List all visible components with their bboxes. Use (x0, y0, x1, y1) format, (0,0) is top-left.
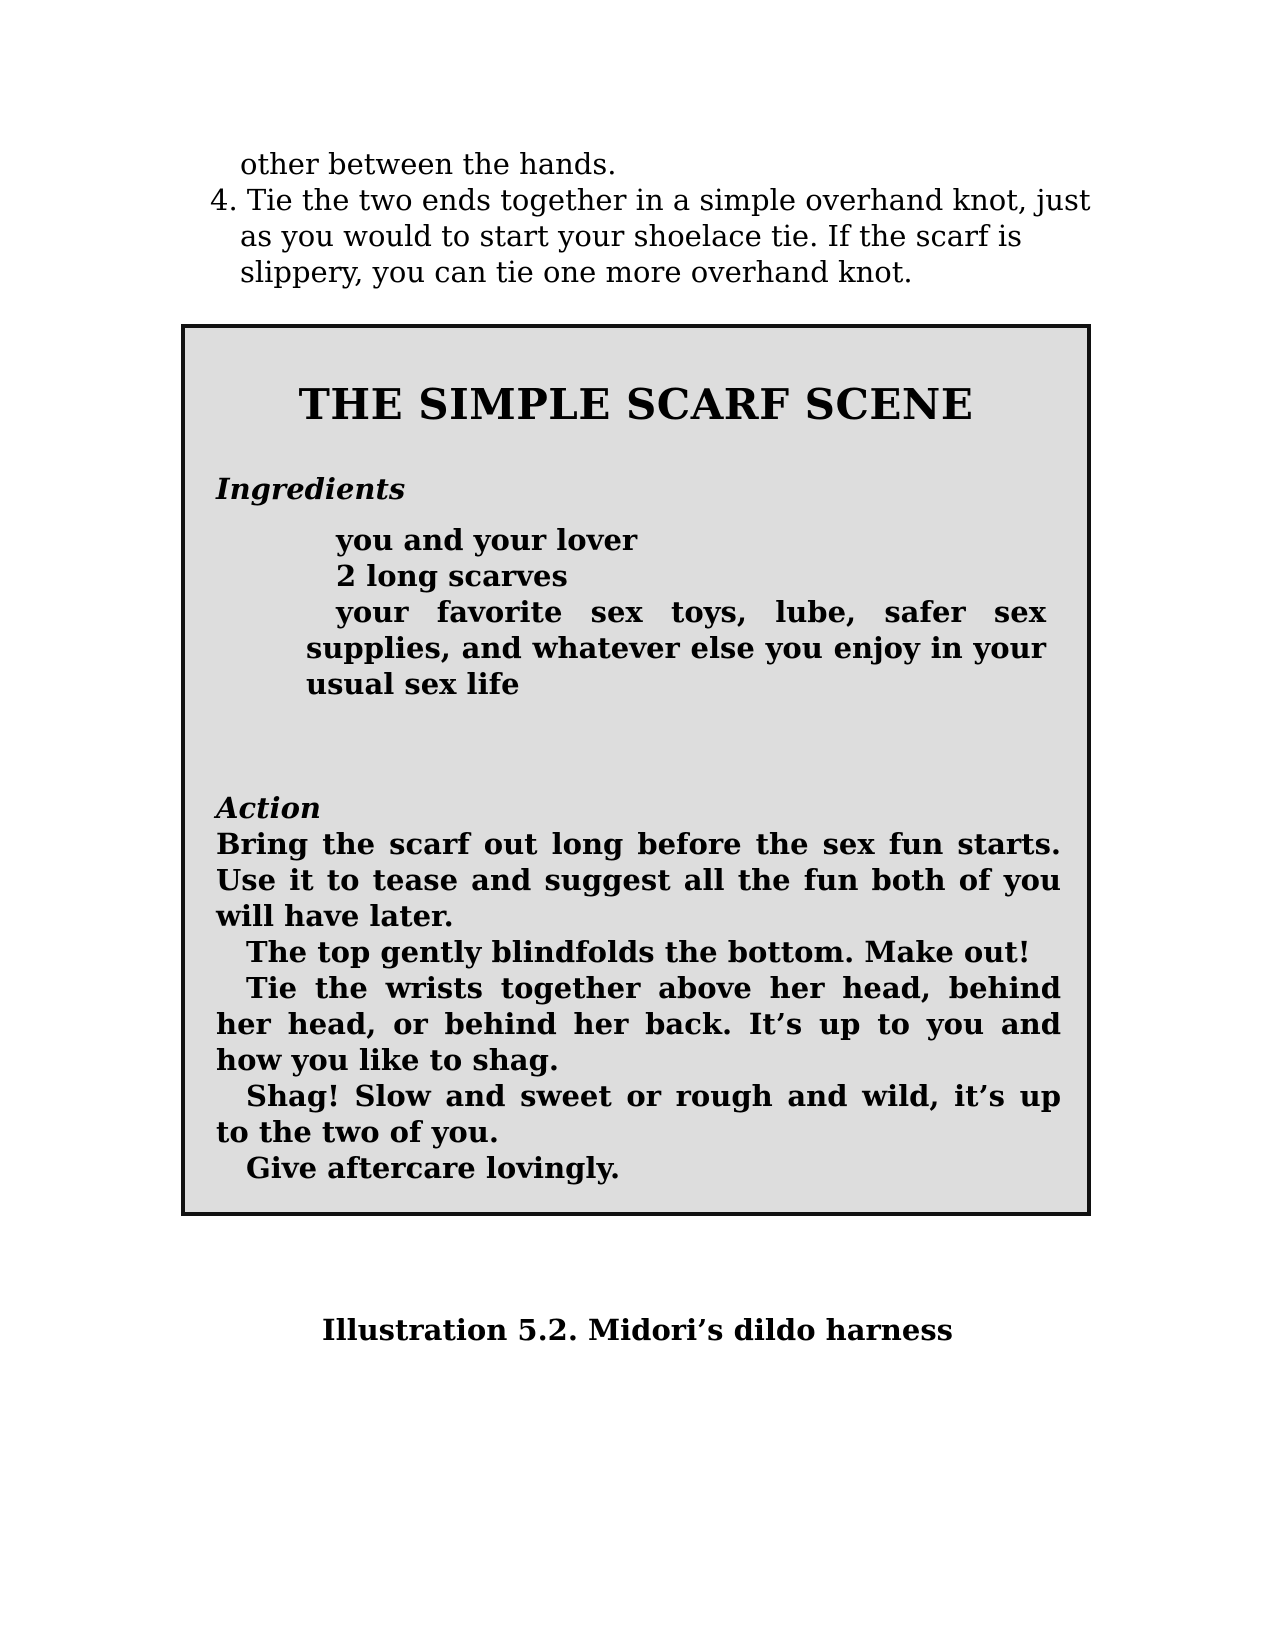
action-heading: Action (216, 791, 321, 825)
ingredient-item: you and your lover (336, 523, 638, 557)
ingredients-heading: Ingredients (216, 472, 406, 506)
step3-continuation: other between the hands. (240, 147, 617, 181)
step-number: 4. (210, 183, 238, 217)
ingredient-item: your favorite sex toys, lube, safer sex supplies, and whatever else you enjoy in your usual sex life (306, 595, 1046, 701)
action-paragraph: Tie the wrists together above her head, behind her head, or behind her back. It’s up to you and how you like to shag. (216, 971, 1061, 1077)
ingredient-item: 2 long scarves (336, 559, 568, 593)
step4-text-line1: Tie the two ends together in a simple overhand knot, just (246, 183, 1091, 217)
action-paragraph: Bring the scarf out long before the sex fun starts. Use it to tease and suggest all the fun both of you will have later. (216, 827, 1061, 933)
ingredients-list (306, 522, 1046, 702)
step4-first-line (210, 182, 1130, 218)
step4-text-line2: as you would to start your shoelace tie. If the scarf is (240, 219, 1023, 253)
action-paragraph: Shag! Slow and sweet or rough and wild, it’s up to the two of you. (216, 1079, 1061, 1149)
scene-title: THE SIMPLE SCARF SCENE (298, 380, 974, 429)
action-paragraph: Give aftercare lovingly. (246, 1151, 621, 1185)
instruction-continuation (210, 146, 1130, 290)
action-text (216, 826, 1061, 1186)
step4-text-line3: slippery, you can tie one more overhand knot. (240, 255, 913, 289)
action-paragraph: The top gently blindfolds the bottom. Make out! (246, 935, 1031, 969)
illustration-caption: Illustration 5.2. Midori’s dildo harness (322, 1313, 953, 1347)
scene-sidebar-box (181, 324, 1091, 1216)
